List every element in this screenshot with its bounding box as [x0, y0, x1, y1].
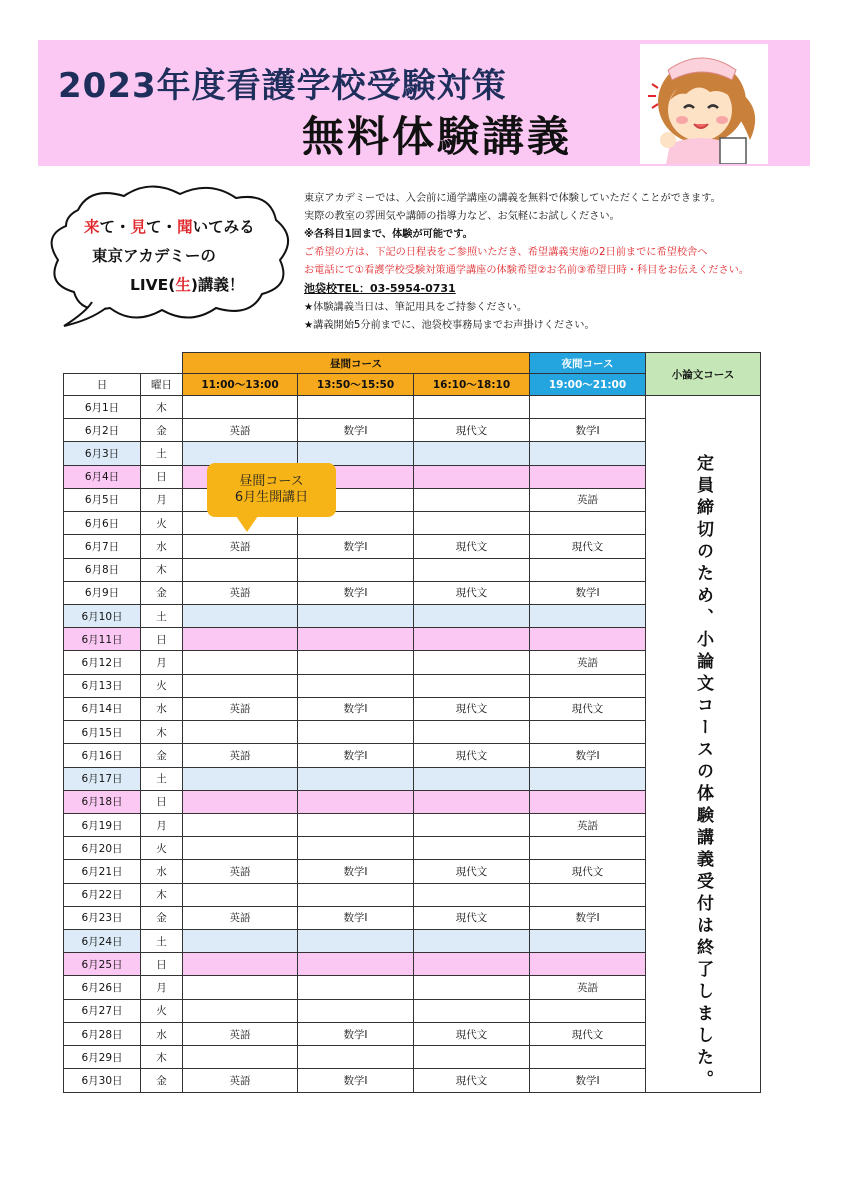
lecture-cell: [414, 883, 530, 906]
lecture-cell: [530, 512, 646, 535]
lecture-cell: 現代文: [530, 860, 646, 883]
weekday-cell: 金: [141, 581, 183, 604]
lecture-cell: [298, 999, 414, 1022]
lecture-cell: [183, 628, 298, 651]
weekday-cell: 金: [141, 906, 183, 929]
cloud-rest1: いてみる: [192, 218, 255, 236]
lecture-cell: [183, 837, 298, 860]
weekday-cell: 水: [141, 1022, 183, 1045]
lecture-cell: 現代文: [530, 535, 646, 558]
lecture-cell: [414, 790, 530, 813]
lecture-cell: 数学Ⅰ: [298, 697, 414, 720]
lecture-cell: [183, 721, 298, 744]
lecture-cell: [298, 558, 414, 581]
lecture-cell: 数学Ⅰ: [298, 1022, 414, 1045]
lecture-cell: [530, 558, 646, 581]
date-cell: 6月15日: [64, 721, 141, 744]
lecture-cell: [298, 930, 414, 953]
date-cell: 6月17日: [64, 767, 141, 790]
lecture-cell: 数学Ⅰ: [298, 744, 414, 767]
weekday-cell: 水: [141, 860, 183, 883]
date-cell: 6月10日: [64, 604, 141, 627]
lecture-cell: [414, 512, 530, 535]
lecture-cell: [298, 813, 414, 836]
lecture-cell: 英語: [183, 581, 298, 604]
lecture-cell: 英語: [183, 860, 298, 883]
weekday-column-header: 曜日: [141, 374, 183, 396]
lecture-cell: [298, 721, 414, 744]
date-cell: 6月24日: [64, 930, 141, 953]
lecture-cell: [183, 883, 298, 906]
date-cell: 6月28日: [64, 1022, 141, 1045]
lecture-cell: [414, 767, 530, 790]
lecture-cell: [414, 999, 530, 1022]
weekday-cell: 木: [141, 1046, 183, 1069]
lecture-cell: [530, 790, 646, 813]
lecture-cell: [183, 651, 298, 674]
lecture-cell: [183, 604, 298, 627]
lecture-cell: [530, 396, 646, 419]
page-subtitle: 無料体験講義: [302, 112, 573, 161]
lecture-cell: [183, 396, 298, 419]
lecture-cell: 現代文: [414, 535, 530, 558]
time-slot-header: 19:00〜21:00: [530, 374, 646, 396]
lecture-cell: [414, 930, 530, 953]
lecture-cell: 数学Ⅰ: [298, 535, 414, 558]
lecture-cell: [530, 999, 646, 1022]
lecture-cell: [530, 930, 646, 953]
date-cell: 6月2日: [64, 419, 141, 442]
date-cell: 6月26日: [64, 976, 141, 999]
time-slot-header: 11:00〜13:00: [183, 374, 298, 396]
lecture-cell: [298, 604, 414, 627]
lecture-cell: [530, 837, 646, 860]
lecture-cell: [414, 396, 530, 419]
callout-line2: 6月生開講日: [234, 490, 309, 505]
night-course-header: 夜間コース: [530, 353, 646, 374]
info-block: [304, 190, 824, 335]
lecture-cell: 現代文: [414, 1069, 530, 1093]
lecture-cell: [530, 767, 646, 790]
info-line1: 東京アカデミーでは、入会前に通学講座の講義を無料で体験していただくことができます。: [304, 193, 721, 204]
lecture-cell: 現代文: [414, 697, 530, 720]
lecture-cell: [298, 442, 414, 465]
schedule-table: [63, 352, 761, 1093]
lecture-cell: [530, 1046, 646, 1069]
day-course-header: 昼間コース: [183, 353, 530, 374]
date-cell: 6月23日: [64, 906, 141, 929]
date-cell: 6月21日: [64, 860, 141, 883]
cloud-line2: 東京アカデミーの: [92, 247, 216, 265]
date-cell: 6月11日: [64, 628, 141, 651]
date-cell: 6月8日: [64, 558, 141, 581]
lecture-cell: 現代文: [414, 744, 530, 767]
lecture-cell: [298, 674, 414, 697]
info-line3: ※各科目1回まで、体験が可能です。: [304, 229, 473, 241]
weekday-cell: 土: [141, 442, 183, 465]
lecture-cell: [298, 953, 414, 976]
weekday-cell: 木: [141, 883, 183, 906]
date-cell: 6月3日: [64, 442, 141, 465]
weekday-cell: 水: [141, 535, 183, 558]
lecture-cell: 数学Ⅰ: [298, 1069, 414, 1093]
lecture-cell: [183, 999, 298, 1022]
lecture-cell: [298, 396, 414, 419]
weekday-cell: 土: [141, 604, 183, 627]
time-slot-header: 16:10〜18:10: [414, 374, 530, 396]
date-cell: 6月20日: [64, 837, 141, 860]
lecture-cell: 数学Ⅰ: [298, 860, 414, 883]
lecture-cell: 英語: [183, 419, 298, 442]
lecture-cell: 数学Ⅰ: [530, 744, 646, 767]
lecture-cell: [298, 883, 414, 906]
time-slot-header: 13:50〜15:50: [298, 374, 414, 396]
ronbun-notice: 定員締切のため、小論文コースの体験講義受付は終了しました。: [693, 454, 714, 1092]
cloud-live-sei: 生: [175, 276, 191, 294]
date-cell: 6月14日: [64, 697, 141, 720]
weekday-cell: 土: [141, 930, 183, 953]
date-cell: 6月18日: [64, 790, 141, 813]
lecture-cell: 現代文: [530, 1022, 646, 1045]
lecture-cell: 数学Ⅰ: [530, 1069, 646, 1093]
weekday-cell: 日: [141, 465, 183, 488]
lecture-cell: [530, 442, 646, 465]
date-cell: 6月13日: [64, 674, 141, 697]
lecture-cell: 現代文: [414, 860, 530, 883]
weekday-cell: 金: [141, 744, 183, 767]
date-cell: 6月9日: [64, 581, 141, 604]
weekday-cell: 土: [141, 767, 183, 790]
info-line7: ★体験講義当日は、筆記用具をご持参ください。: [304, 301, 528, 313]
lecture-cell: 英語: [183, 535, 298, 558]
date-cell: 6月4日: [64, 465, 141, 488]
weekday-cell: 日: [141, 953, 183, 976]
lecture-cell: [530, 953, 646, 976]
lecture-cell: [530, 883, 646, 906]
info-tel: 池袋校TEL：03-5954-0731: [304, 282, 456, 296]
date-cell: 6月25日: [64, 953, 141, 976]
date-cell: 6月29日: [64, 1046, 141, 1069]
lecture-cell: [298, 837, 414, 860]
lecture-cell: [414, 558, 530, 581]
weekday-cell: 月: [141, 813, 183, 836]
lecture-cell: [530, 721, 646, 744]
lecture-cell: [298, 1046, 414, 1069]
lecture-cell: 現代文: [414, 581, 530, 604]
weekday-cell: 日: [141, 628, 183, 651]
lecture-cell: [183, 442, 298, 465]
lecture-cell: 数学Ⅰ: [298, 906, 414, 929]
lecture-cell: 英語: [530, 813, 646, 836]
lecture-cell: [183, 674, 298, 697]
lecture-cell: [414, 837, 530, 860]
callout-line1: 昼間コース: [239, 474, 304, 489]
date-cell: 6月27日: [64, 999, 141, 1022]
weekday-cell: 火: [141, 674, 183, 697]
lecture-cell: [530, 465, 646, 488]
date-cell: 6月16日: [64, 744, 141, 767]
nurse-icon: [640, 44, 768, 164]
date-cell: 6月6日: [64, 512, 141, 535]
lecture-cell: 現代文: [414, 906, 530, 929]
cloud-mi: 見: [130, 218, 147, 236]
date-column-header: 日: [64, 374, 141, 396]
lecture-cell: 英語: [530, 651, 646, 674]
lecture-cell: 英語: [183, 1022, 298, 1045]
nurse-illustration: [640, 44, 768, 164]
date-cell: 6月19日: [64, 813, 141, 836]
lecture-cell: 現代文: [414, 419, 530, 442]
lecture-cell: [183, 976, 298, 999]
date-cell: 6月22日: [64, 883, 141, 906]
lecture-cell: [414, 651, 530, 674]
lecture-cell: [414, 488, 530, 511]
info-line4: ご希望の方は、下記の日程表をご参照いただき、希望講義実施の2日前までに希望校舎へ: [304, 247, 708, 259]
lecture-cell: [298, 628, 414, 651]
lecture-cell: [298, 976, 414, 999]
cloud-kii: 聞: [177, 218, 193, 236]
lecture-cell: 英語: [530, 488, 646, 511]
weekday-cell: 日: [141, 790, 183, 813]
lecture-cell: [183, 813, 298, 836]
lecture-cell: [530, 674, 646, 697]
lecture-cell: [183, 953, 298, 976]
lecture-cell: [183, 558, 298, 581]
weekday-cell: 金: [141, 419, 183, 442]
lecture-cell: 英語: [183, 1069, 298, 1093]
lecture-cell: [414, 813, 530, 836]
lecture-cell: 数学Ⅰ: [530, 419, 646, 442]
weekday-cell: 木: [141, 558, 183, 581]
weekday-cell: 月: [141, 976, 183, 999]
lecture-cell: [298, 767, 414, 790]
lecture-cell: 数学Ⅰ: [530, 581, 646, 604]
lecture-cell: 現代文: [530, 697, 646, 720]
lecture-cell: [530, 628, 646, 651]
weekday-cell: 木: [141, 396, 183, 419]
cloud-ki: 来: [84, 218, 100, 236]
header-blank: [64, 353, 183, 374]
date-cell: 6月30日: [64, 1069, 141, 1093]
lecture-cell: 数学Ⅰ: [530, 906, 646, 929]
lecture-cell: [183, 790, 298, 813]
lecture-cell: [414, 465, 530, 488]
weekday-cell: 木: [141, 721, 183, 744]
date-cell: 6月7日: [64, 535, 141, 558]
course-start-callout: [207, 463, 336, 517]
date-cell: 6月5日: [64, 488, 141, 511]
lecture-cell: [183, 767, 298, 790]
cloud-te2: て・: [146, 218, 178, 236]
cloud-live-b: )講義！: [190, 276, 245, 294]
weekday-cell: 月: [141, 651, 183, 674]
weekday-cell: 火: [141, 999, 183, 1022]
lecture-cell: [530, 604, 646, 627]
lecture-cell: [414, 674, 530, 697]
info-line5: お電話にて①看護学校受験対策通学講座の体験希望②お名前③希望日時・科目をお伝えください。: [304, 265, 750, 277]
lecture-cell: 英語: [530, 976, 646, 999]
lecture-cell: [414, 628, 530, 651]
lecture-cell: 英語: [183, 906, 298, 929]
page-title: 2023年度看護学校受験対策: [58, 66, 507, 106]
date-cell: 6月12日: [64, 651, 141, 674]
lecture-cell: [414, 604, 530, 627]
lecture-cell: [414, 1046, 530, 1069]
info-line2: 実際の教室の雰囲気や講師の指導力など、お気軽にお試しください。: [304, 211, 620, 223]
cloud-message: [64, 213, 274, 300]
cloud-live-a: LIVE(: [130, 276, 176, 294]
weekday-cell: 水: [141, 697, 183, 720]
lecture-cell: 英語: [183, 697, 298, 720]
lecture-cell: 数学Ⅰ: [298, 581, 414, 604]
weekday-cell: 火: [141, 512, 183, 535]
lecture-cell: [183, 930, 298, 953]
callout-tail: [236, 516, 258, 532]
table-row: [64, 396, 761, 419]
lecture-cell: 英語: [183, 744, 298, 767]
lecture-cell: [414, 976, 530, 999]
lecture-cell: [414, 721, 530, 744]
lecture-cell: [298, 651, 414, 674]
ronbun-course-header: 小論文コース: [646, 353, 761, 396]
weekday-cell: 金: [141, 1069, 183, 1093]
info-line8: ★講義開始5分前までに、池袋校事務局までお声掛けください。: [304, 319, 595, 331]
lecture-cell: [298, 790, 414, 813]
cloud-te1: て・: [99, 218, 131, 236]
lecture-cell: [183, 1046, 298, 1069]
weekday-cell: 火: [141, 837, 183, 860]
lecture-cell: 数学Ⅰ: [298, 419, 414, 442]
lecture-cell: [414, 953, 530, 976]
lecture-cell: 現代文: [414, 1022, 530, 1045]
ronbun-notice-cell: [646, 396, 761, 1093]
date-cell: 6月1日: [64, 396, 141, 419]
lecture-cell: [414, 442, 530, 465]
weekday-cell: 月: [141, 488, 183, 511]
